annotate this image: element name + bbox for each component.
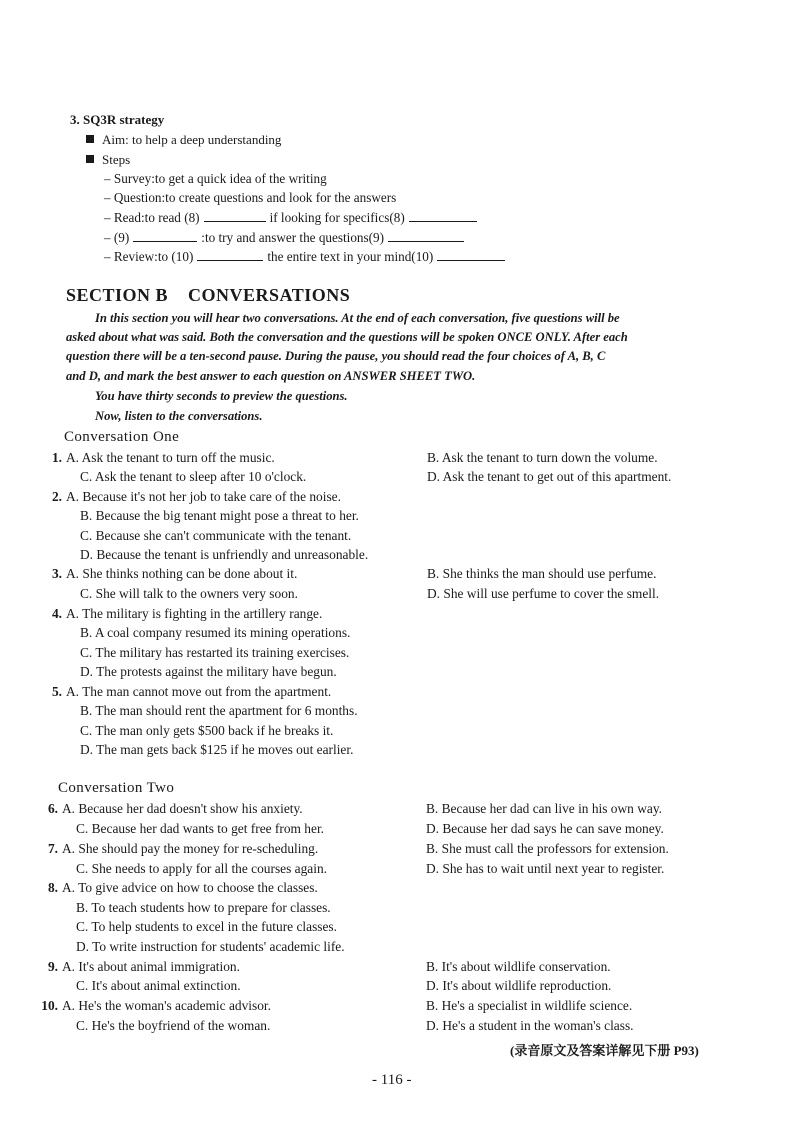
step-survey: – Survey:to get a quick idea of the writing: [104, 171, 327, 186]
square-bullet-icon: [86, 135, 94, 143]
q6-option-d[interactable]: D. Because her dad says he can save money.: [426, 821, 664, 836]
instructions-line-4: and D, and mark the best answer to each question on ANSWER SHEET TWO.: [66, 369, 476, 383]
blank-9a[interactable]: [133, 230, 197, 242]
q1-option-a[interactable]: A. Ask the tenant to turn off the music.: [66, 450, 275, 465]
step-read: [104, 210, 481, 226]
q10-option-d[interactable]: D. He's a student in the woman's class.: [426, 1018, 634, 1033]
q9-option-d[interactable]: D. It's about wildlife reproduction.: [426, 978, 612, 993]
q6-number: 6.: [47, 801, 58, 816]
blank-10b[interactable]: [437, 249, 505, 261]
q9-option-b[interactable]: B. It's about wildlife conservation.: [426, 959, 611, 974]
q6-option-b[interactable]: B. Because her dad can live in his own way.: [426, 801, 663, 816]
q2-option-b[interactable]: B. Because the big tenant might pose a threat to her.: [80, 508, 359, 523]
q7-number: 7.: [47, 841, 58, 856]
step-review: [104, 249, 509, 265]
q5-option-d[interactable]: D. The man gets back $125 if he moves out earlier.: [80, 742, 354, 757]
q5-option-b[interactable]: B. The man should rent the apartment for 6 months.: [80, 703, 358, 718]
q10-option-a[interactable]: A. He's the woman's academic advisor.: [62, 998, 271, 1013]
q5-number: 5.: [51, 684, 62, 699]
step-nine-text-2: :to try and answer the questions(9): [201, 230, 385, 245]
q9-number: 9.: [47, 959, 58, 974]
instructions-line-1: In this section you will hear two conversations. At the end of each conversation, five questions will be: [95, 311, 620, 325]
instructions-line-2: asked about what was said. Both the conversation and the questions will be spoken ONCE ONLY. After each: [66, 330, 628, 344]
answer-reference-note: (录音原文及答案详解见下册 P93): [510, 1043, 699, 1058]
q2-option-c[interactable]: C. Because she can't communicate with the tenant.: [80, 528, 352, 543]
step-review-text: – Review:to (10): [104, 249, 194, 264]
q8-option-b[interactable]: B. To teach students how to prepare for classes.: [76, 900, 331, 915]
q3-option-d[interactable]: D. She will use perfume to cover the smell.: [427, 586, 660, 601]
conversation-one-heading: Conversation One: [64, 429, 180, 445]
blank-10a[interactable]: [197, 249, 263, 261]
q6-option-a[interactable]: A. Because her dad doesn't show his anxiety.: [62, 801, 303, 816]
q9-option-a[interactable]: A. It's about animal immigration.: [62, 959, 240, 974]
q3-number: 3.: [51, 566, 62, 581]
sq3r-title: 3. SQ3R strategy: [70, 112, 165, 127]
q1-option-d[interactable]: D. Ask the tenant to get out of this apartment.: [427, 469, 672, 484]
conversation-two-heading: Conversation Two: [58, 780, 175, 796]
step-nine-text: – (9): [104, 230, 130, 245]
step-review-text-2: the entire text in your mind(10): [267, 249, 434, 264]
q10-number: 10.: [41, 998, 58, 1013]
q7-option-b[interactable]: B. She must call the professors for extension.: [426, 841, 669, 856]
q3-option-a[interactable]: A. She thinks nothing can be done about it.: [66, 566, 298, 581]
steps-item: [86, 152, 130, 168]
q8-option-a[interactable]: A. To give advice on how to choose the classes.: [62, 880, 318, 895]
steps-label: Steps: [102, 152, 131, 167]
blank-8b[interactable]: [409, 210, 477, 222]
q7-option-c[interactable]: C. She needs to apply for all the courses again.: [76, 861, 328, 876]
q4-option-c[interactable]: C. The military has restarted its training exercises.: [80, 645, 350, 660]
q4-option-d[interactable]: D. The protests against the military have begun.: [80, 664, 337, 679]
step-question: – Question:to create questions and look for the answers: [104, 190, 397, 205]
section-title: SECTION B CONVERSATIONS: [66, 285, 351, 305]
step-read-text: – Read:to read (8): [104, 210, 200, 225]
blank-8a[interactable]: [204, 210, 266, 222]
q10-option-c[interactable]: C. He's the boyfriend of the woman.: [76, 1018, 271, 1033]
q2-number: 2.: [51, 489, 62, 504]
instructions-line-5: You have thirty seconds to preview the questions.: [95, 389, 348, 403]
q7-option-a[interactable]: A. She should pay the money for re-scheduling.: [62, 841, 319, 856]
aim-item: [86, 132, 281, 148]
q5-option-a[interactable]: A. The man cannot move out from the apartment.: [66, 684, 332, 699]
q6-option-c[interactable]: C. Because her dad wants to get free from her.: [76, 821, 325, 836]
q1-option-b[interactable]: B. Ask the tenant to turn down the volume.: [427, 450, 658, 465]
q2-option-a[interactable]: A. Because it's not her job to take care of the noise.: [66, 489, 341, 504]
step-read-text-2: if looking for specifics(8): [269, 210, 405, 225]
q5-option-c[interactable]: C. The man only gets $500 back if he breaks it.: [80, 723, 334, 738]
q9-option-c[interactable]: C. It's about animal extinction.: [76, 978, 241, 993]
instructions-line-6: Now, listen to the conversations.: [95, 409, 263, 423]
q1-option-c[interactable]: C. Ask the tenant to sleep after 10 o'clock.: [80, 469, 307, 484]
q3-option-c[interactable]: C. She will talk to the owners very soon.: [80, 586, 298, 601]
aim-text: Aim: to help a deep understanding: [102, 132, 282, 147]
q3-option-b[interactable]: B. She thinks the man should use perfume.: [427, 566, 657, 581]
q7-option-d[interactable]: D. She has to wait until next year to register.: [426, 861, 665, 876]
blank-9b[interactable]: [388, 230, 464, 242]
square-bullet-icon: [86, 155, 94, 163]
q10-option-b[interactable]: B. He's a specialist in wildlife science.: [426, 998, 633, 1013]
step-nine: [104, 230, 468, 246]
q2-option-d[interactable]: D. Because the tenant is unfriendly and unreasonable.: [80, 547, 369, 562]
instructions-line-3: question there will be a ten-second pause. During the pause, you should read the four choices of A, B, C: [66, 349, 606, 363]
q1-number: 1.: [51, 450, 62, 465]
q8-option-d[interactable]: D. To write instruction for students' academic life.: [76, 939, 345, 954]
q4-option-b[interactable]: B. A coal company resumed its mining operations.: [80, 625, 351, 640]
q8-option-c[interactable]: C. To help students to excel in the future classes.: [76, 919, 337, 934]
q4-option-a[interactable]: A. The military is fighting in the artillery range.: [66, 606, 323, 621]
q8-number: 8.: [47, 880, 58, 895]
q4-number: 4.: [51, 606, 62, 621]
page-number: - 116 -: [372, 1072, 412, 1088]
